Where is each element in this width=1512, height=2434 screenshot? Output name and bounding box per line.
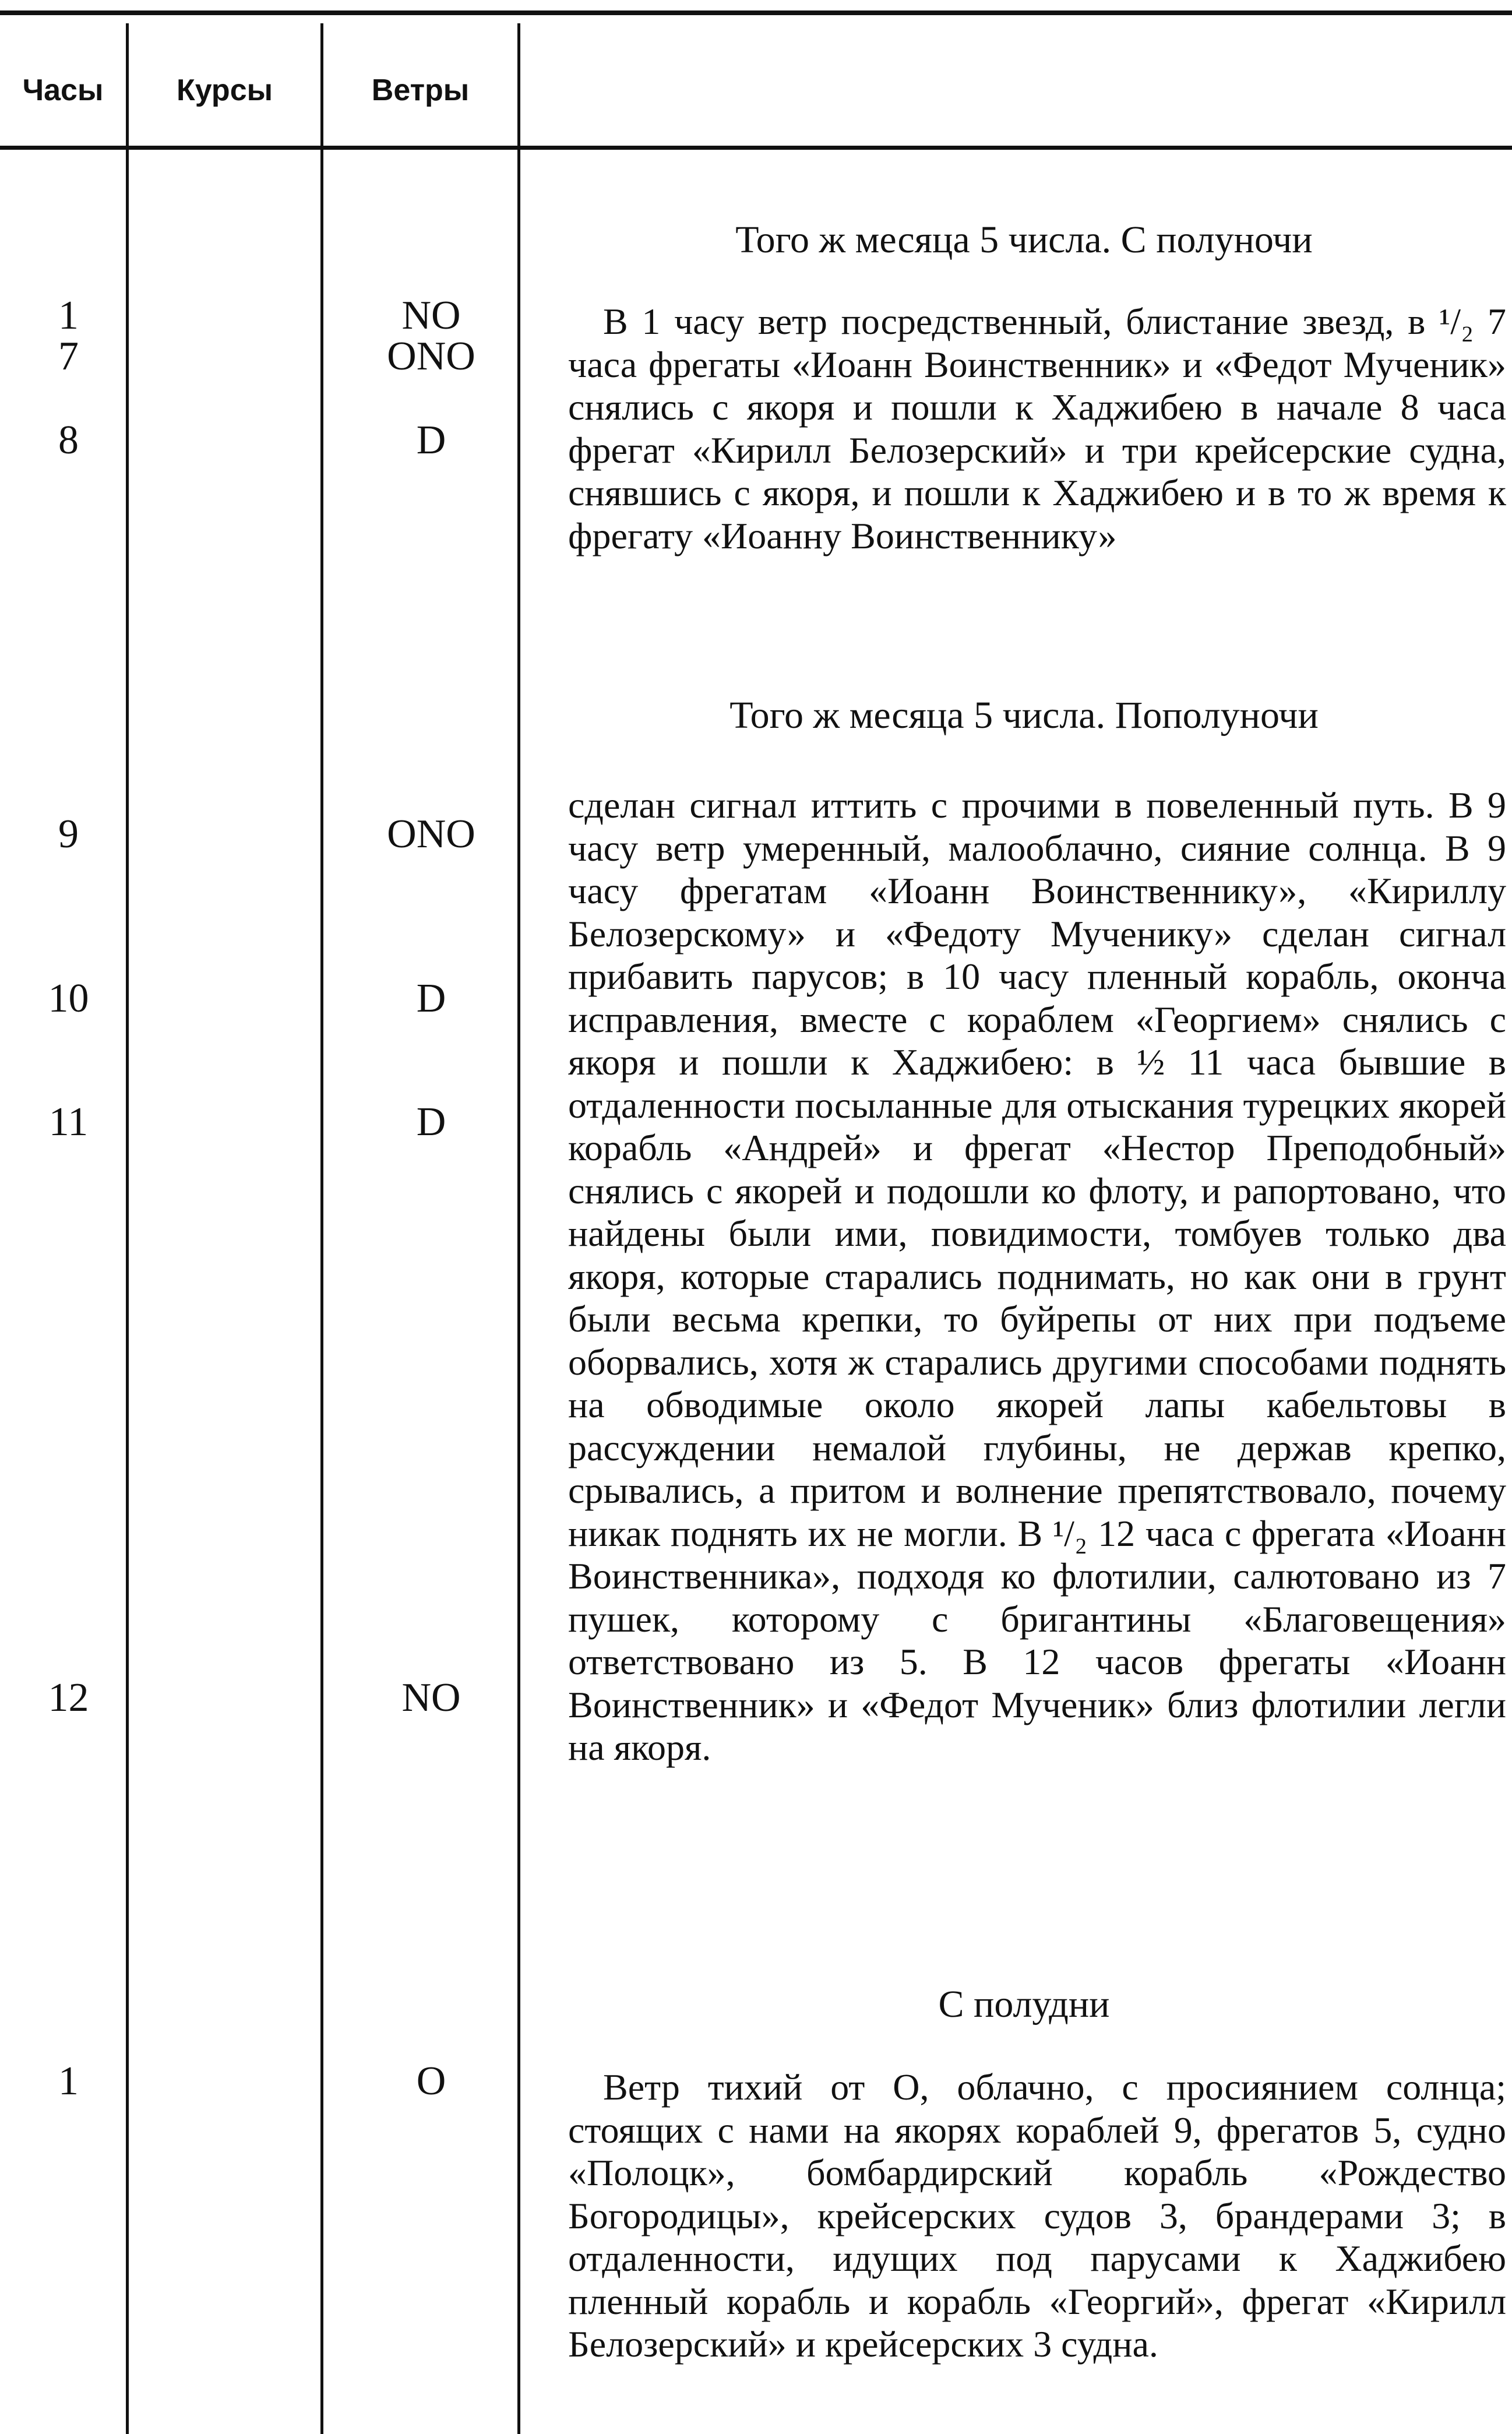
header-winds: Ветры — [371, 73, 470, 107]
log-entry-text: Ветр тихий от О, облачно, с просиянием солнца; стоящих с нами на якорях кораблей 9, фрегатов 5, судно «Полоцк», бомбардирский корабль «Рождество Богородицы», крейсерских судов 3, брандерами 3; в отдаленности, идущих под парусами к Хаджибею пленный корабль и корабль «Георгий», фрегат «Кирилл Белозерский» и крейсерских 3 судна. — [568, 2066, 1506, 2365]
wind-cell: D — [416, 418, 446, 463]
log-entry-text: В 1 часу ветр посредственный, блистание звезд, в ¹/₂ 7 часа фрегаты «Иоанн Воинственник» и «Федот Мученик» снялись с якоря и пошли к Хаджибею в начале 8 часа фрегат «Кирилл Белозерский» и три крейсерские судна, снявшись с якоря, и пошли к Хаджибею и в то ж время к фрегату «Иоанну Воинственнику» — [568, 301, 1506, 556]
section-heading: С полудни — [938, 1983, 1110, 2026]
header-rule — [0, 146, 1512, 150]
wind-cell: ONO — [387, 812, 475, 857]
wind-cell: NO — [401, 293, 461, 338]
header-remarks — [520, 64, 1511, 117]
header-hours: Часы — [22, 73, 104, 107]
wind-cell: ONO — [387, 334, 475, 379]
hour-cell: 12 — [48, 1675, 89, 1720]
hour-cell: 10 — [48, 976, 89, 1021]
section-heading: Того ж месяца 5 числа. Пополуночи — [729, 694, 1319, 737]
hour-cell: 11 — [48, 1100, 89, 1144]
top-rule — [0, 10, 1512, 15]
log-entry-text: сделан сигнал иттить с прочими в повеленный путь. В 9 часу ветр умеренный, малооблачно, сияние солнца. В 9 часу фрегатам «Иоанн Воинственнику», «Кириллу Белозерскому» и «Федоту Мученику» сделан сигнал прибавить парусов; в 10 часу пленный корабль, окончa исправления, вместе с кораблем «Георгием» снялись с якоря и пошли к Хаджибею: в ½ 11 часа бывшие в отдаленности посыланные для отыскания турецких якорей корабль «Андрей» и фрегат «Нестор Преподобный» снялись с якорей и подошли ко флоту, и рапортовано, что найдены были ими, повидимости, томбуев только два якоря, которые старались поднимать, но как они в грунт были весьма крепки, то буйрепы от них при подъеме оборвались, хотя ж старались другими способами поднять на обводимые около якорей лапы кабельтовы в рассуждении немалой глубины, не держав крепко, срывались, а притом и волнение препятствовало, почему никак поднять их не могли. В ¹/₂ 12 часа с фрегата «Иоанн Воинственника», подходя ко флотилии, салютовано из 7 пушек, которому с бригантины «Благовещения» ответствовано из 5. В 12 часов фрегаты «Иоанн Воинственник» и «Федот Мученик» близ флотилии легли на якоря. — [568, 784, 1506, 1768]
wind-cell: D — [416, 1100, 446, 1144]
wind-cell: D — [416, 976, 446, 1021]
hour-cell: 1 — [58, 2059, 79, 2104]
hour-cell: 9 — [58, 812, 79, 857]
column-divider-2 — [320, 23, 323, 2434]
hour-cell: 8 — [58, 418, 79, 463]
section-heading: Того ж месяца 5 числа. С полуночи — [735, 219, 1313, 261]
hour-cell: 7 — [58, 334, 79, 379]
hour-cell: 1 — [58, 293, 79, 338]
header-courses: Курсы — [176, 73, 273, 107]
wind-cell: NO — [401, 1675, 461, 1720]
wind-cell: O — [416, 2059, 446, 2104]
